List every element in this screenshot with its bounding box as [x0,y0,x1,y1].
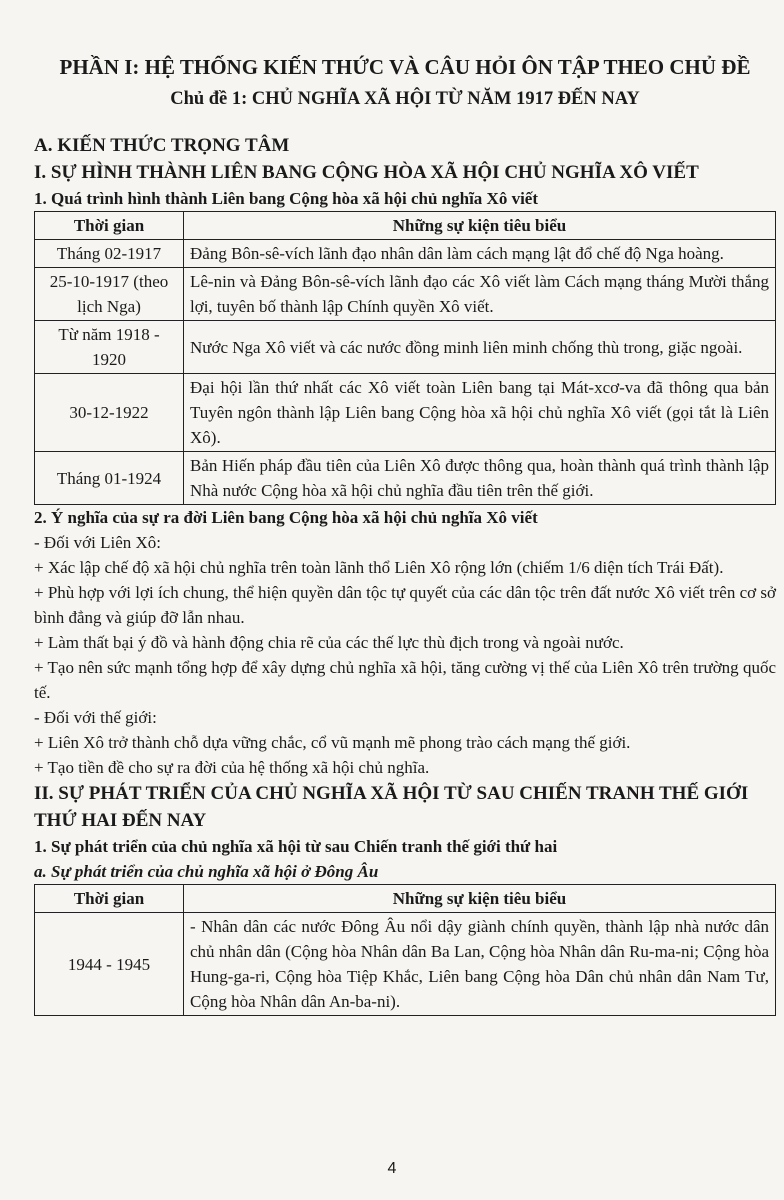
subsection-2-heading: 2. Ý nghĩa của sự ra đời Liên bang Cộng hòa xã hội chủ nghĩa Xô viết [34,508,538,527]
significance-line: + Tạo nên sức mạnh tổng hợp để xây dựng chủ nghĩa xã hội, tăng cường vị thế của Liên Xô trên trường quốc tế. [34,658,776,702]
header-events: Những sự kiện tiêu biểu [184,212,776,240]
timeline-table-1 [34,211,776,505]
timeline-table-2 [34,884,776,1016]
event-cell: Nước Nga Xô viết và các nước đồng minh liên minh chống thù trong, giặc ngoài. [184,321,776,374]
subsection-1-heading: 1. Quá trình hình thành Liên bang Cộng hòa xã hội chủ nghĩa Xô viết [34,189,539,208]
header-time: Thời gian [35,885,184,913]
significance-line: + Liên Xô trở thành chỗ dựa vững chắc, cổ vũ mạnh mẽ phong trào cách mạng thế giới. [34,733,631,752]
event-cell: - Nhân dân các nước Đông Âu nổi dậy giành chính quyền, thành lập nhà nước dân chủ nhân dân (Cộng hòa Nhân dân Ba Lan, Cộng hòa Nhân dân Ru-ma-ni; Cộng hòa Hung-ga-ri, Cộng hòa Tiệp Khắc, Liên bang Cộng hòa Dân chủ nhân dân Nam Tư, Cộng hòa Nhân dân An-ba-ni). [184,913,776,1016]
time-cell: Tháng 01-1924 [35,452,184,505]
page-number: 4 [387,1160,397,1177]
event-cell: Đảng Bôn-sê-vích lãnh đạo nhân dân làm cách mạng lật đổ chế độ Nga hoàng. [184,240,776,268]
table-row [35,452,776,505]
table-row [35,268,776,321]
page-content [34,52,776,1016]
event-cell: Lê-nin và Đảng Bôn-sê-vích lãnh đạo các Xô viết làm Cách mạng tháng Mười thắng lợi, tuyên bố thành lập Chính quyền Xô viết. [184,268,776,321]
significance-line: + Phù hợp với lợi ích chung, thể hiện quyền dân tộc tự quyết của các dân tộc trên đất nước Xô viết trên cơ sở bình đẳng và giúp đỡ lẫn nhau. [34,583,776,627]
event-cell: Đại hội lần thứ nhất các Xô viết toàn Liên bang tại Mát-xcơ-va đã thông qua bản Tuyên ngôn thành lập Liên bang Cộng hòa xã hội chủ nghĩa Xô viết (gọi tắt là Liên Xô). [184,374,776,452]
section-i-heading: I. SỰ HÌNH THÀNH LIÊN BANG CỘNG HÒA XÃ HỘI CHỦ NGHĨA XÔ VIẾT [34,162,699,183]
time-cell: 1944 - 1945 [35,913,184,1016]
subsection-ii-1-heading: 1. Sự phát triển của chủ nghĩa xã hội từ sau Chiến tranh thế giới thứ hai [34,837,558,856]
header-events: Những sự kiện tiêu biểu [184,885,776,913]
table-header-row [35,212,776,240]
table-row [35,321,776,374]
table-row [35,913,776,1016]
time-cell: Tháng 02-1917 [35,240,184,268]
section-a-heading: A. KIẾN THỨC TRỌNG TÂM [34,135,290,156]
significance-line: + Làm thất bại ý đồ và hành động chia rẽ của các thế lực thù địch trong và ngoài nước. [34,633,624,652]
time-cell: Từ năm 1918 - 1920 [35,321,184,374]
topic-title: Chủ đề 1: CHỦ NGHĨA XÃ HỘI TỪ NĂM 1917 ĐẾN NAY [170,89,640,109]
time-cell: 25-10-1917 (theo lịch Nga) [35,268,184,321]
event-cell: Bản Hiến pháp đầu tiên của Liên Xô được thông qua, hoàn thành quá trình thành lập Nhà nước Cộng hòa xã hội chủ nghĩa đầu tiên trên thế giới. [184,452,776,505]
significance-line: + Xác lập chế độ xã hội chủ nghĩa trên toàn lãnh thổ Liên Xô rộng lớn (chiếm 1/6 diện tích Trái Đất). [34,558,724,577]
subsection-ii-1a-heading: a. Sự phát triển của chủ nghĩa xã hội ở Đông Âu [34,862,379,881]
time-cell: 30-12-1922 [35,374,184,452]
table-row [35,240,776,268]
significance-line: + Tạo tiền đề cho sự ra đời của hệ thống xã hội chủ nghĩa. [34,758,430,777]
header-time: Thời gian [35,212,184,240]
section-ii-heading: II. SỰ PHÁT TRIỂN CỦA CHỦ NGHĨA XÃ HỘI TỪ SAU CHIẾN TRANH THẾ GIỚI THỨ HAI ĐẾN NAY [34,783,749,831]
significance-line: - Đối với Liên Xô: [34,533,162,552]
table-header-row [35,885,776,913]
table-row [35,374,776,452]
part-title: PHẦN I: HỆ THỐNG KIẾN THỨC VÀ CÂU HỎI ÔN TẬP THEO CHỦ ĐỀ [59,55,751,79]
significance-line: - Đối với thế giới: [34,708,157,727]
